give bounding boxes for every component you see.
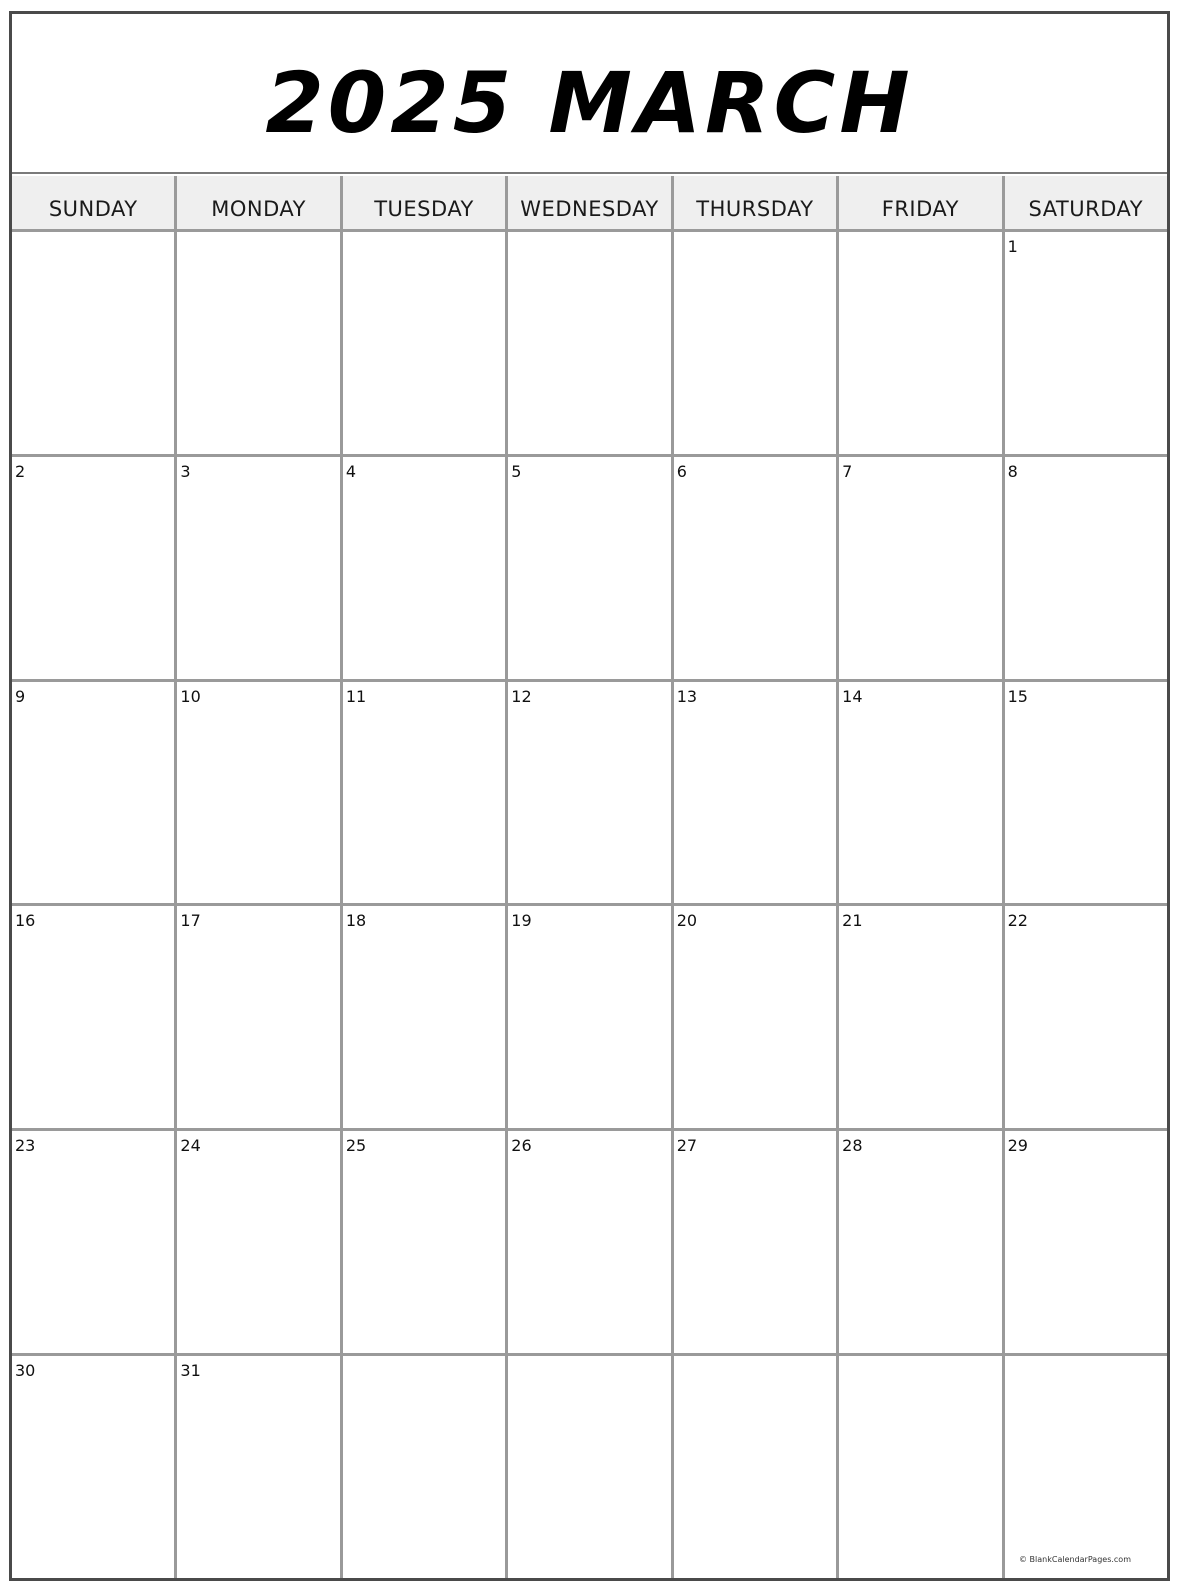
day-cell bbox=[1005, 1131, 1167, 1353]
day-cell bbox=[839, 1131, 1001, 1353]
day-cell bbox=[12, 1356, 174, 1578]
day-number: 8 bbox=[1007, 461, 1018, 481]
day-cell bbox=[177, 1356, 339, 1578]
calendar-grid bbox=[12, 176, 1167, 1578]
day-cell bbox=[177, 682, 339, 904]
day-cell bbox=[1005, 457, 1167, 679]
day-cell bbox=[1005, 232, 1167, 454]
day-cell bbox=[1005, 1356, 1167, 1578]
weekday-header-thursday: THURSDAY bbox=[674, 176, 836, 229]
day-number: 23 bbox=[15, 1136, 36, 1156]
day-cell bbox=[12, 232, 174, 454]
day-number: 9 bbox=[15, 686, 26, 706]
day-cell bbox=[508, 682, 670, 904]
day-cell bbox=[674, 1356, 836, 1578]
weekday-header-saturday: SATURDAY bbox=[1005, 176, 1167, 229]
day-cell bbox=[508, 232, 670, 454]
weekday-header-monday: MONDAY bbox=[177, 176, 339, 229]
day-number: 30 bbox=[15, 1361, 36, 1381]
day-cell bbox=[674, 1131, 836, 1353]
day-number: 24 bbox=[180, 1136, 201, 1156]
day-number: 1 bbox=[1007, 237, 1018, 256]
day-cell bbox=[343, 906, 505, 1128]
day-number: 27 bbox=[676, 1136, 698, 1156]
day-number: 6 bbox=[676, 461, 687, 481]
day-number: 29 bbox=[1007, 1136, 1028, 1156]
calendar-title: 2025 MARCH bbox=[265, 54, 914, 152]
day-number: 26 bbox=[511, 1136, 532, 1156]
day-cell bbox=[674, 906, 836, 1128]
day-number: 4 bbox=[345, 461, 357, 481]
day-number: 16 bbox=[15, 911, 36, 931]
weekday-header-sunday: SUNDAY bbox=[12, 176, 174, 229]
day-cell bbox=[177, 457, 339, 679]
day-cell bbox=[508, 1356, 670, 1578]
day-cell bbox=[839, 457, 1001, 679]
day-cell bbox=[343, 1131, 505, 1353]
day-number: 22 bbox=[1007, 911, 1028, 931]
title-bar bbox=[12, 14, 1167, 174]
day-number: 18 bbox=[345, 911, 367, 931]
day-cell bbox=[177, 1131, 339, 1353]
day-cell bbox=[12, 1131, 174, 1353]
weekday-header-friday: FRIDAY bbox=[839, 176, 1001, 229]
day-cell bbox=[343, 1356, 505, 1578]
day-number: 2 bbox=[15, 461, 26, 481]
day-cell bbox=[508, 906, 670, 1128]
day-cell bbox=[177, 906, 339, 1128]
weekday-header-tuesday: TUESDAY bbox=[343, 176, 505, 229]
day-cell bbox=[1005, 682, 1167, 904]
copyright-footer: © BlankCalendarPages.com bbox=[1019, 1555, 1131, 1564]
day-number: 28 bbox=[842, 1136, 863, 1156]
day-cell bbox=[343, 682, 505, 904]
day-cell bbox=[674, 457, 836, 679]
day-number: 5 bbox=[511, 461, 522, 481]
day-cell bbox=[12, 906, 174, 1128]
day-number: 20 bbox=[676, 911, 698, 931]
calendar-sheet bbox=[9, 11, 1170, 1581]
day-number: 3 bbox=[180, 461, 191, 481]
day-number: 25 bbox=[345, 1136, 367, 1156]
day-number: 17 bbox=[180, 911, 201, 931]
day-number: 7 bbox=[842, 461, 853, 481]
day-cell bbox=[12, 682, 174, 904]
day-number: 21 bbox=[842, 911, 863, 931]
day-cell bbox=[674, 232, 836, 454]
day-cell bbox=[343, 457, 505, 679]
day-cell bbox=[839, 1356, 1001, 1578]
day-number: 31 bbox=[180, 1361, 201, 1381]
day-number: 12 bbox=[511, 686, 532, 706]
day-number: 19 bbox=[511, 911, 532, 931]
day-cell bbox=[177, 232, 339, 454]
weekday-header-wednesday: WEDNESDAY bbox=[508, 176, 670, 229]
day-number: 11 bbox=[345, 686, 367, 706]
day-cell bbox=[1005, 906, 1167, 1128]
day-cell bbox=[508, 1131, 670, 1353]
day-number: 15 bbox=[1007, 686, 1028, 706]
day-cell bbox=[508, 457, 670, 679]
day-cell bbox=[343, 232, 505, 454]
day-number: 13 bbox=[676, 686, 698, 706]
day-cell bbox=[839, 232, 1001, 454]
day-cell bbox=[674, 682, 836, 904]
day-cell bbox=[839, 682, 1001, 904]
day-cell bbox=[12, 457, 174, 679]
day-number: 14 bbox=[842, 686, 863, 706]
day-cell bbox=[839, 906, 1001, 1128]
day-number: 10 bbox=[180, 686, 201, 706]
